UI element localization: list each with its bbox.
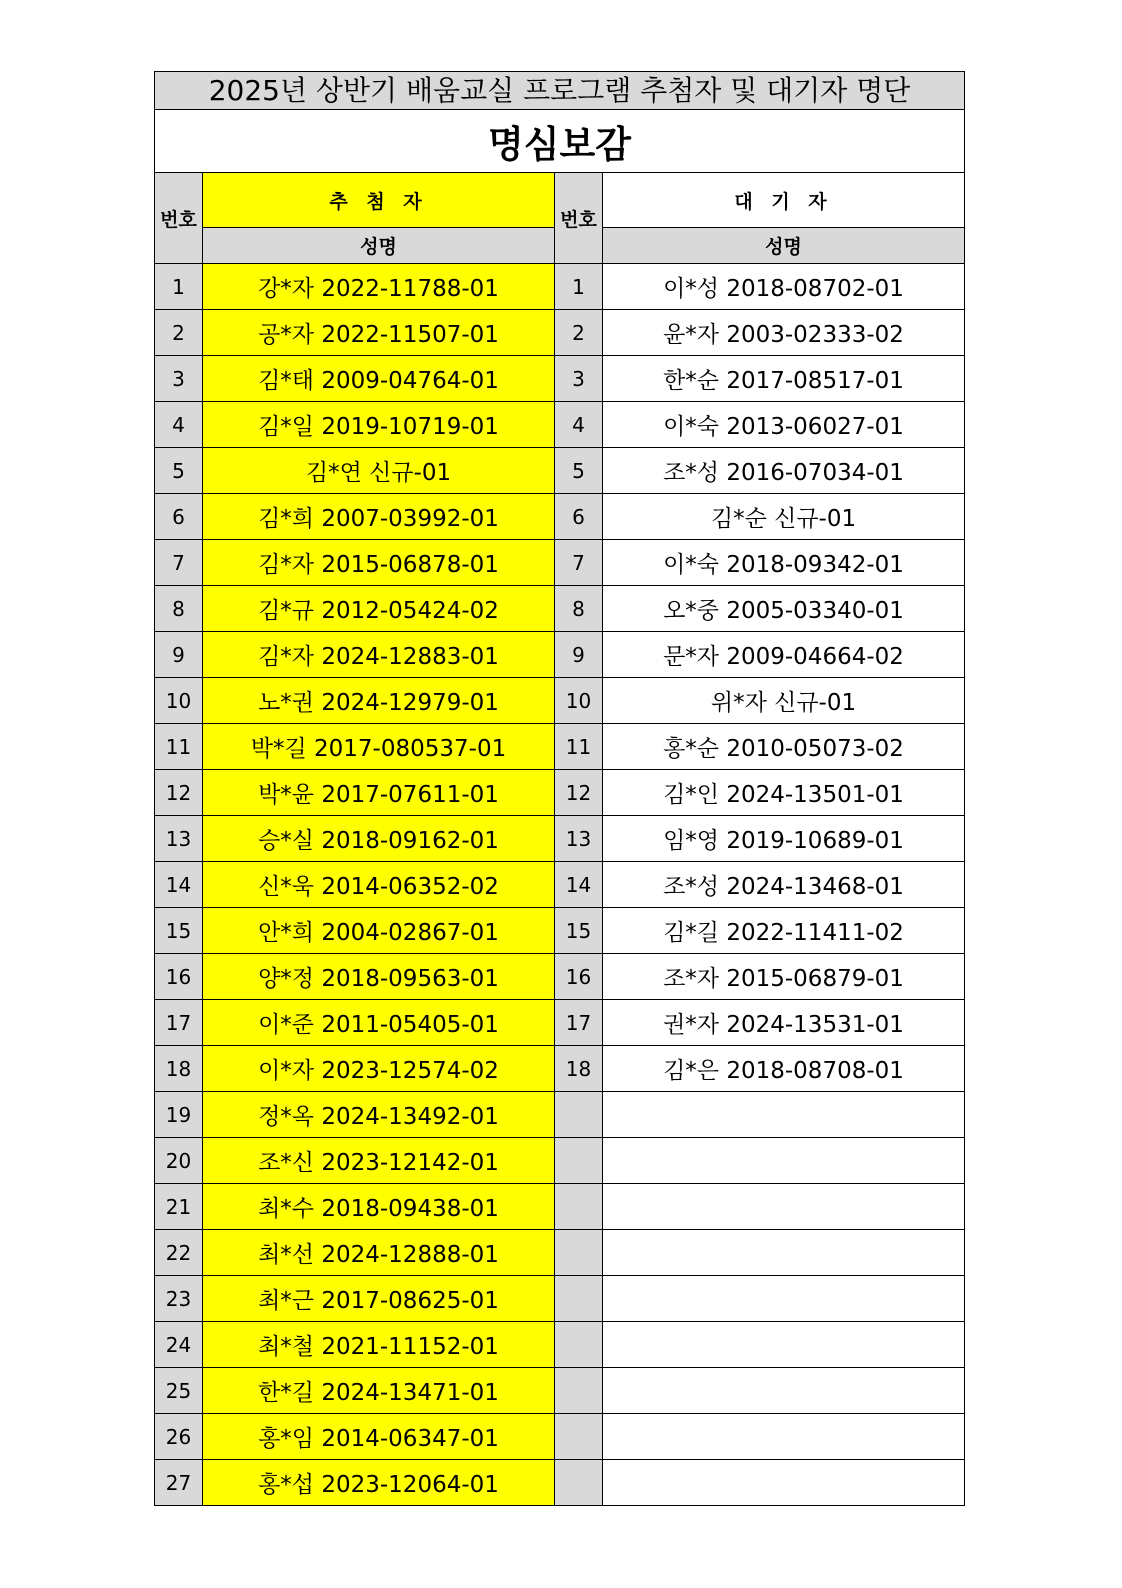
waitlist-number: 17 [555,1000,603,1046]
winner-number-header: 번호 [155,173,203,264]
table-row [155,1000,965,1046]
winner-number: 14 [155,862,203,908]
waitlist-number [555,1322,603,1368]
waitlist-name [603,1368,965,1414]
winner-number: 23 [155,1276,203,1322]
winner-number: 9 [155,632,203,678]
waitlist-name: 오*중 2005-03340-01 [603,586,965,632]
waitlist-number: 13 [555,816,603,862]
waitlist-number: 18 [555,1046,603,1092]
waitlist-name: 이*성 2018-08702-01 [603,264,965,310]
table-row [155,816,965,862]
table-row [155,632,965,678]
waitlist-number: 10 [555,678,603,724]
waitlist-number [555,1092,603,1138]
winner-number: 5 [155,448,203,494]
winner-number: 26 [155,1414,203,1460]
winner-name: 김*자 2024-12883-01 [203,632,555,678]
table-row [155,402,965,448]
winner-name: 김*일 2019-10719-01 [203,402,555,448]
waitlist-number [555,1230,603,1276]
winner-number: 18 [155,1046,203,1092]
winner-name: 이*준 2011-05405-01 [203,1000,555,1046]
winner-name: 최*근 2017-08625-01 [203,1276,555,1322]
winner-name: 김*자 2015-06878-01 [203,540,555,586]
winner-name: 노*권 2024-12979-01 [203,678,555,724]
waitlist-number: 2 [555,310,603,356]
waitlist-name: 한*순 2017-08517-01 [603,356,965,402]
waitlist-number: 8 [555,586,603,632]
waitlist-name: 김*순 신규-01 [603,494,965,540]
table-row [155,1138,965,1184]
winner-name: 박*길 2017-080537-01 [203,724,555,770]
winner-number: 24 [155,1322,203,1368]
winner-number: 15 [155,908,203,954]
winner-name: 공*자 2022-11507-01 [203,310,555,356]
waitlist-name: 김*인 2024-13501-01 [603,770,965,816]
winner-name: 김*연 신규-01 [203,448,555,494]
waitlist-name: 위*자 신규-01 [603,678,965,724]
waitlist-number: 9 [555,632,603,678]
winner-name: 최*수 2018-09438-01 [203,1184,555,1230]
waitlist-number [555,1368,603,1414]
table-row [155,1460,965,1506]
table-row [155,1322,965,1368]
waitlist-name-header: 성명 [603,228,965,264]
winner-number: 25 [155,1368,203,1414]
waitlist-number [555,1184,603,1230]
waitlist-number: 14 [555,862,603,908]
waitlist-name [603,1092,965,1138]
table-row [155,356,965,402]
winner-name-header: 성명 [203,228,555,264]
table-row [155,1046,965,1092]
winner-name: 강*자 2022-11788-01 [203,264,555,310]
winner-name: 안*희 2004-02867-01 [203,908,555,954]
waitlist-name: 권*자 2024-13531-01 [603,1000,965,1046]
winner-number: 16 [155,954,203,1000]
winner-number: 4 [155,402,203,448]
waitlist-number: 15 [555,908,603,954]
table-row [155,1230,965,1276]
waitlist-name [603,1184,965,1230]
waitlist-name [603,1460,965,1506]
waitlist-name [603,1138,965,1184]
waitlist-name: 임*영 2019-10689-01 [603,816,965,862]
winner-name: 정*옥 2024-13492-01 [203,1092,555,1138]
table-row [155,1092,965,1138]
winner-name: 김*규 2012-05424-02 [203,586,555,632]
table-row [155,862,965,908]
waitlist-number: 3 [555,356,603,402]
waitlist-number [555,1276,603,1322]
waitlist-number [555,1414,603,1460]
program-name: 명심보감 [155,110,965,173]
waitlist-number: 1 [555,264,603,310]
waitlist-name: 문*자 2009-04664-02 [603,632,965,678]
waitlist-number: 12 [555,770,603,816]
waitlist-name: 조*성 2024-13468-01 [603,862,965,908]
winner-name: 신*욱 2014-06352-02 [203,862,555,908]
winner-number: 6 [155,494,203,540]
winner-name: 홍*섭 2023-12064-01 [203,1460,555,1506]
winner-number: 8 [155,586,203,632]
winner-number: 17 [155,1000,203,1046]
waitlist-name: 홍*순 2010-05073-02 [603,724,965,770]
winner-number: 22 [155,1230,203,1276]
waitlist-name: 이*숙 2018-09342-01 [603,540,965,586]
winner-name: 최*선 2024-12888-01 [203,1230,555,1276]
winner-number: 7 [155,540,203,586]
winner-number: 12 [155,770,203,816]
table-row [155,908,965,954]
winner-name: 김*희 2007-03992-01 [203,494,555,540]
winner-name: 최*철 2021-11152-01 [203,1322,555,1368]
waitlist-header: 대 기 자 [603,173,965,228]
document-title: 2025년 상반기 배움교실 프로그램 추첨자 및 대기자 명단 [155,72,965,110]
table-row [155,540,965,586]
winner-name: 김*태 2009-04764-01 [203,356,555,402]
waitlist-name: 김*은 2018-08708-01 [603,1046,965,1092]
table-row [155,678,965,724]
waitlist-number: 5 [555,448,603,494]
table-row [155,1368,965,1414]
winner-number: 20 [155,1138,203,1184]
table-row [155,1184,965,1230]
winner-name: 승*실 2018-09162-01 [203,816,555,862]
winner-name: 한*길 2024-13471-01 [203,1368,555,1414]
waitlist-name [603,1276,965,1322]
table-row [155,310,965,356]
winners-header: 추 첨 자 [203,173,555,228]
table-row [155,264,965,310]
winner-number: 3 [155,356,203,402]
waitlist-number: 4 [555,402,603,448]
waitlist-name: 조*자 2015-06879-01 [603,954,965,1000]
winner-name: 양*정 2018-09563-01 [203,954,555,1000]
waitlist-name: 이*숙 2013-06027-01 [603,402,965,448]
title-row [155,72,965,110]
winner-name: 이*자 2023-12574-02 [203,1046,555,1092]
winner-number: 10 [155,678,203,724]
winner-number: 13 [155,816,203,862]
table-row [155,1414,965,1460]
table-row [155,494,965,540]
waitlist-name: 김*길 2022-11411-02 [603,908,965,954]
winner-name: 조*신 2023-12142-01 [203,1138,555,1184]
winner-name: 홍*임 2014-06347-01 [203,1414,555,1460]
winner-number: 11 [155,724,203,770]
winner-name: 박*윤 2017-07611-01 [203,770,555,816]
waitlist-number: 16 [555,954,603,1000]
table-row [155,586,965,632]
waitlist-name [603,1322,965,1368]
waitlist-name: 윤*자 2003-02333-02 [603,310,965,356]
waitlist-number-header: 번호 [555,173,603,264]
waitlist-number: 11 [555,724,603,770]
table-row [155,954,965,1000]
table-row [155,1276,965,1322]
header-row-1 [155,173,965,228]
winner-number: 1 [155,264,203,310]
waitlist-number: 6 [555,494,603,540]
winner-number: 2 [155,310,203,356]
winner-number: 19 [155,1092,203,1138]
waitlist-name: 조*성 2016-07034-01 [603,448,965,494]
waitlist-name [603,1414,965,1460]
winner-number: 21 [155,1184,203,1230]
winner-number: 27 [155,1460,203,1506]
subtitle-row [155,110,965,173]
table-row [155,448,965,494]
waitlist-name [603,1230,965,1276]
table-row [155,770,965,816]
table-row [155,724,965,770]
waitlist-number: 7 [555,540,603,586]
waitlist-number [555,1460,603,1506]
roster-table [154,71,965,1506]
waitlist-number [555,1138,603,1184]
